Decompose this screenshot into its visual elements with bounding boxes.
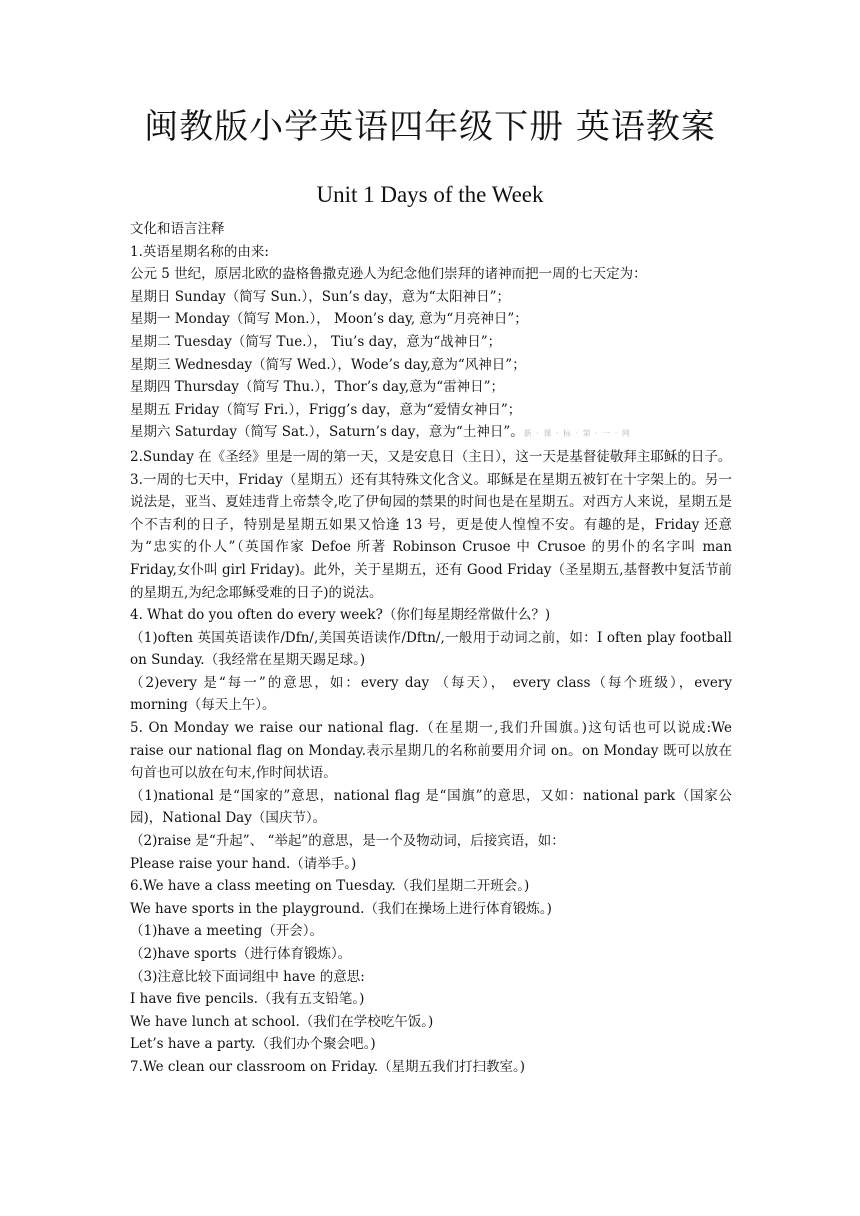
- paragraph: 3.一周的七天中，Friday（星期五）还有其特殊文化含义。耶稣是在星期五被钉在十字架上的。另一说法是，亚当、夏娃违背上帝禁令,吃了伊甸园的禁果的时间也是在星期五。对西方人来说，星期五是个不吉利的日子，特别是星期五如果又恰逢 13 号，更是使人惶惶不安。有趣的是，Friday 还意为“忠实的仆人”（英国作家 Defoe 所著 Robinson Crusoe 中 Crusoe 的男仆的名字叫 man Friday,女仆叫 girl Friday)。此外，关于星期五，还有 Good Friday（圣星期五,基督教中复活节前的星期五,为纪念耶稣受难的日子)的说法。: [130, 471, 732, 601]
- weekday-line: 星期二 Tuesday（简写 Tue.）， Tiu’s day，意为“战神日”；: [130, 333, 502, 350]
- paragraph: 5. On Monday we raise our national flag.（在星期一,我们升国旗。)这句话也可以说成:We raise our national flag on Monday.表示星期几的名称前要用介词 on。on Monday 既可以放在句首也可以放在句末,作时间状语。: [130, 720, 732, 782]
- paragraph: We have sports in the playground.（我们在操场上进行体育锻炼。): [130, 900, 552, 917]
- paragraph: I have five pencils.（我有五支铅笔。): [130, 991, 365, 1008]
- paragraph: （3)注意比较下面词组中 have 的意思:: [130, 968, 365, 985]
- paragraph: Please raise your hand.（请举手。): [130, 855, 357, 872]
- section-heading: 文化和语言注释: [130, 221, 225, 237]
- paragraph: 1.英语星期名称的由来:: [130, 243, 269, 260]
- weekday-line: 星期一 Monday（简写 Mon.）， Moon’s day, 意为“月亮神日”；: [130, 311, 528, 328]
- paragraph: （1)national 是“国家的”意思，national flag 是“国旗”的意思，又如：national park（国家公园)，National Day（国庆节）。: [130, 787, 732, 827]
- weekday-line: 星期五 Friday（简写 Fri.），Frigg’s day，意为“爱情女神日”；: [130, 401, 522, 418]
- paragraph: 2.Sunday 在《圣经》里是一周的第一天，又是安息日（主日），这一天是基督徒敬拜主耶稣的日子。: [130, 448, 732, 465]
- paragraph: （2)raise 是“升起”、 “举起”的意思，是一个及物动词，后接宾语，如：: [130, 833, 565, 850]
- paragraph: （1)have a meeting（开会）。: [130, 923, 323, 940]
- weekday-line: 星期日 Sunday（简写 Sun.），Sun’s day，意为“太阳神日”；: [130, 288, 510, 305]
- weekday-line: [130, 421, 732, 446]
- weekday-line: 星期四 Thursday（简写 Thu.），Thor’s day,意为“雷神日”；: [130, 379, 505, 396]
- paragraph: Let’s have a party.（我们办个聚会吧。): [130, 1036, 376, 1053]
- paragraph: （2)every 是“每一”的意思，如：every day （每天）， every class（每个班级），every morning（每天上午）。: [130, 674, 732, 714]
- paragraph: We have lunch at school.（我们在学校吃午饭。): [130, 1013, 434, 1030]
- paragraph: 4. What do you often do every week?（你们每星期经常做什么？): [130, 607, 551, 624]
- document-body: [130, 218, 732, 1079]
- document-title: 闽教版小学英语四年级下册 英语教案: [144, 107, 716, 147]
- paragraph: 公元 5 世纪，原居北欧的盎格鲁撒克逊人为纪念他们崇拜的诸神而把一周的七天定为：: [130, 266, 647, 283]
- paragraph: （1)often 英国英语读作/Dfn/,美国英语读作/Dftn/,一般用于动词之前，如：I often play football on Sunday.（我经常在星期天踢足球。): [130, 629, 732, 669]
- weekday-line: 星期三 Wednesday（简写 Wed.），Wode’s day,意为“风神日”；: [130, 356, 526, 373]
- paragraph: （2)have sports（进行体育锻炼）。: [130, 946, 352, 962]
- paragraph: 7.We clean our classroom on Friday.（星期五我们打扫教室。): [130, 1058, 526, 1075]
- unit-title: Unit 1 Days of the Week: [316, 182, 544, 207]
- weekday-line-text: 星期六 Saturday（简写 Sat.），Saturn’s day，意为“土神日”。: [130, 424, 524, 441]
- paragraph: 6.We have a class meeting on Tuesday.（我们星期二开班会。): [130, 878, 530, 895]
- watermark-text: 新 · 课 · 标 · 第 · 一 · 网: [523, 429, 631, 439]
